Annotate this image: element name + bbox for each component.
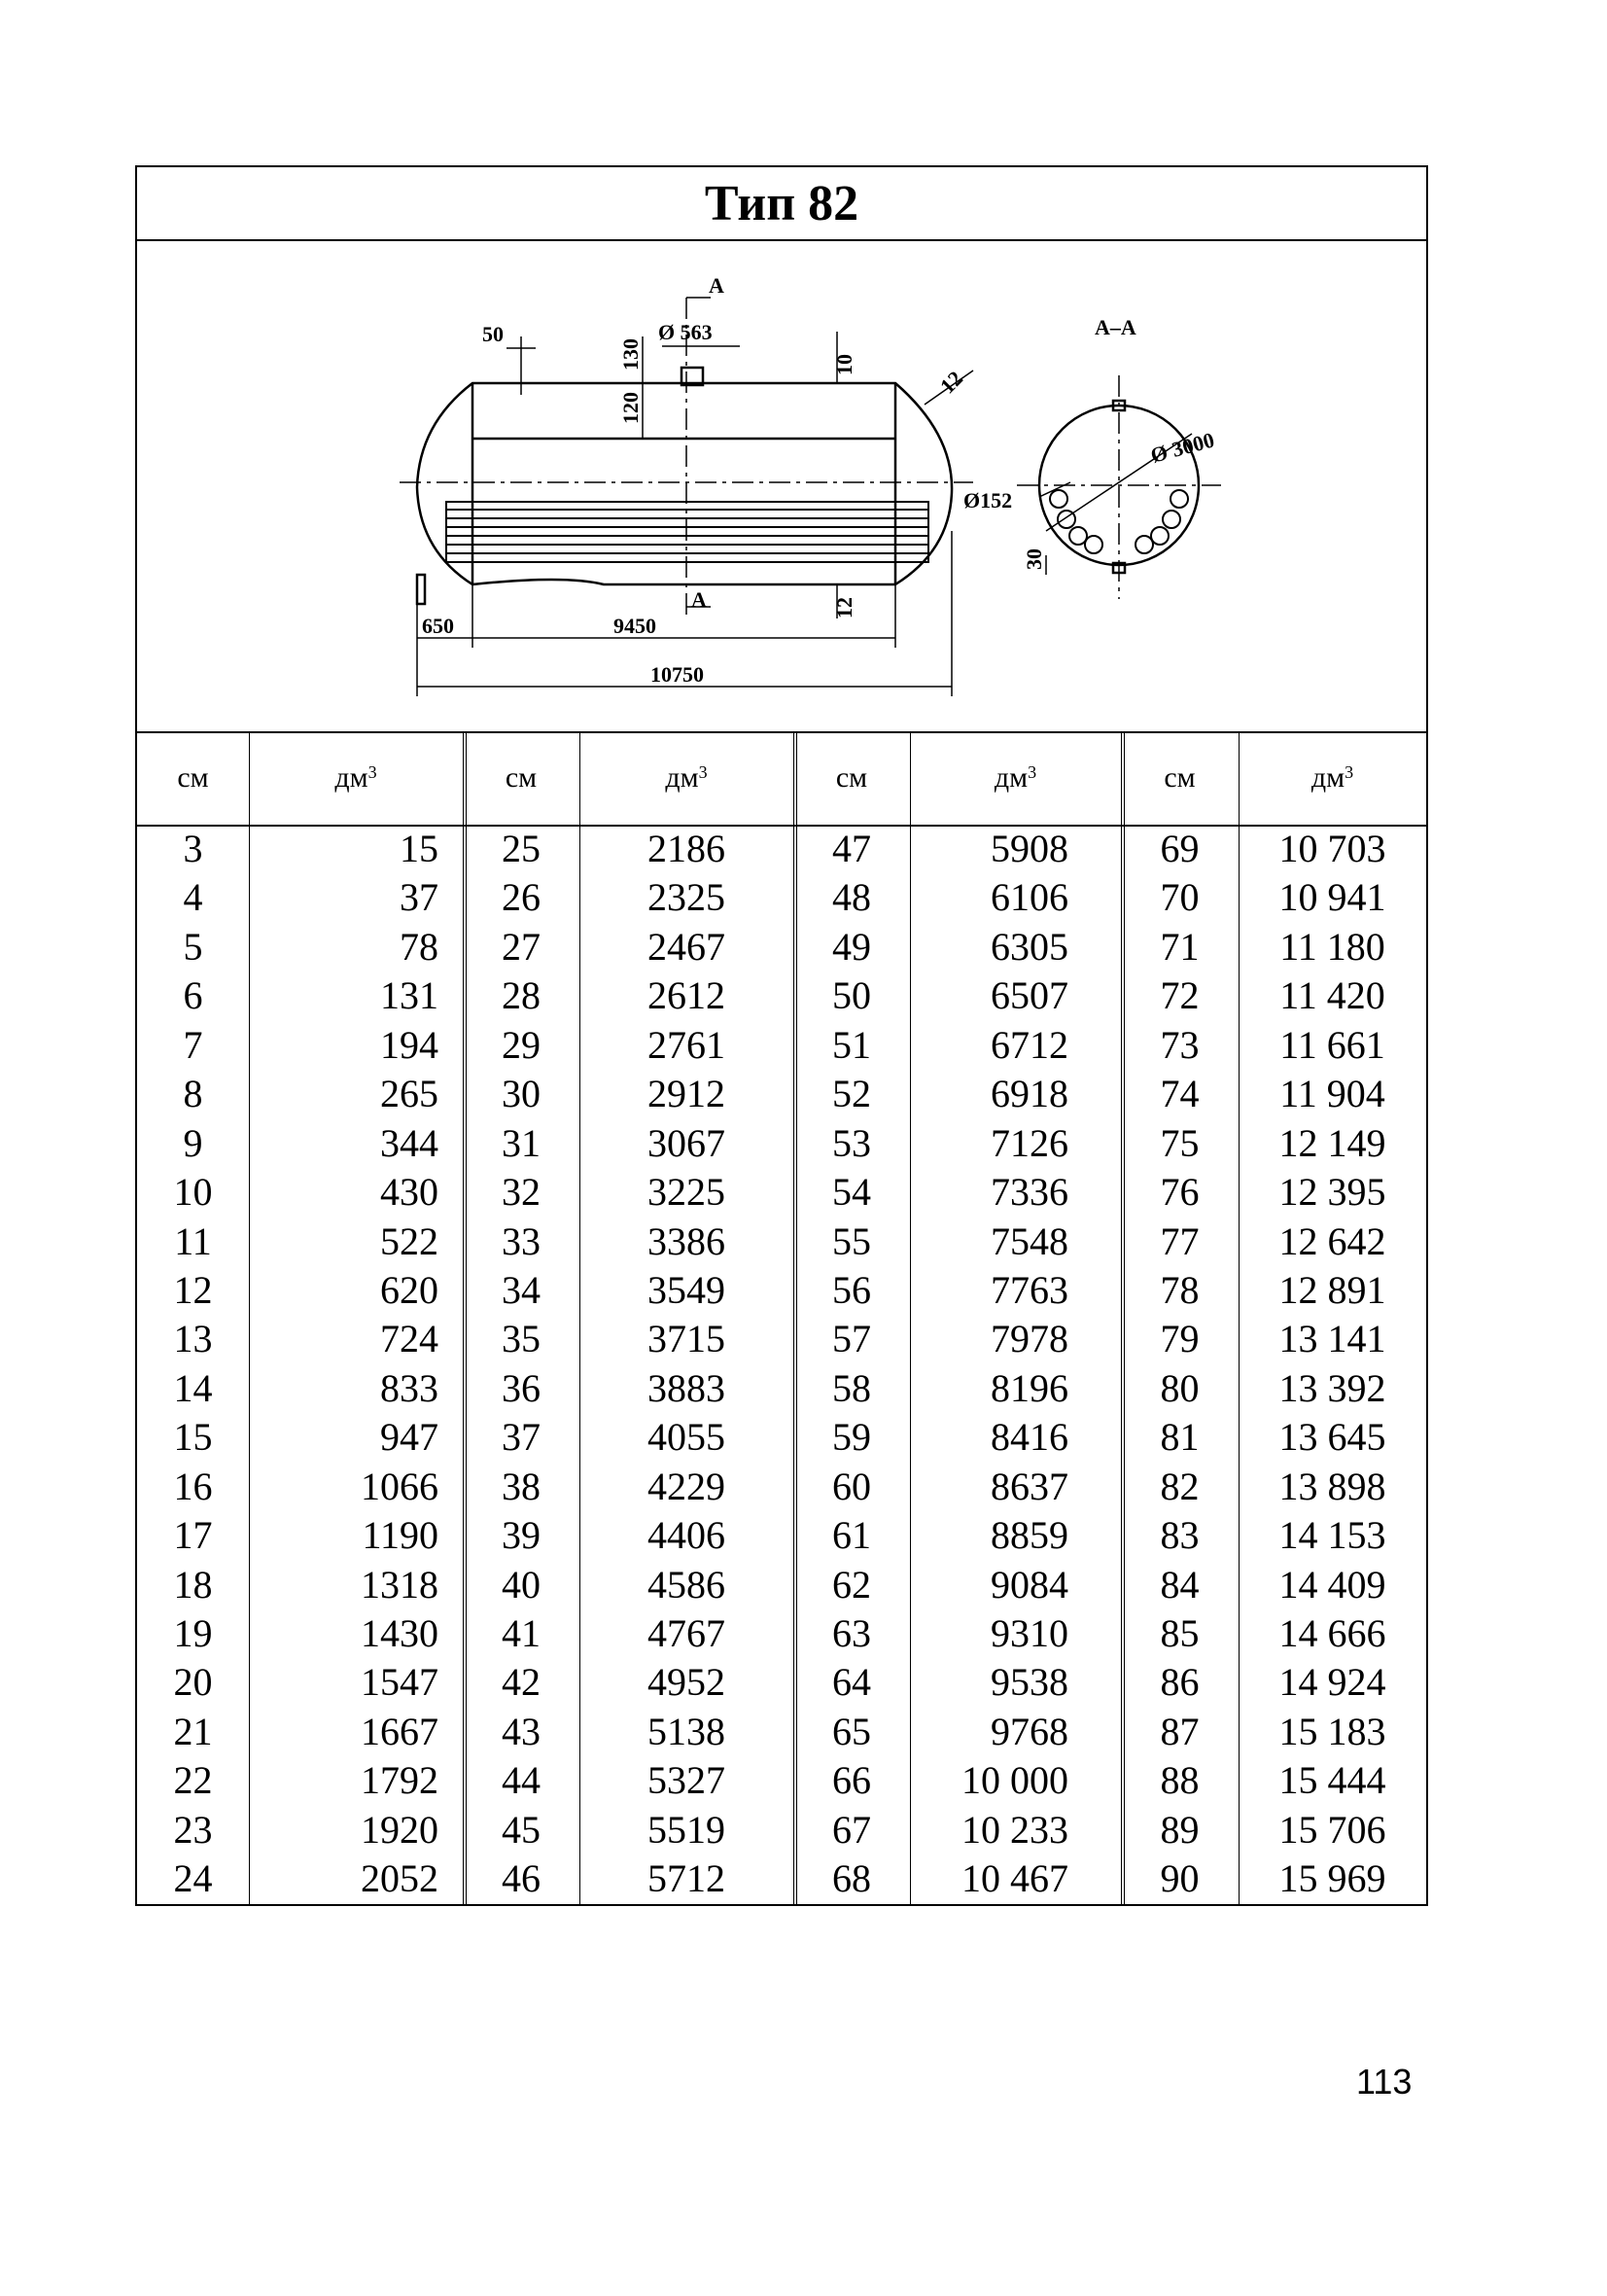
table-cell: 2325 [647, 875, 725, 920]
table-cell: 1792 [361, 1758, 438, 1803]
table-cell: 12 [173, 1267, 213, 1312]
table-cell: 38 [502, 1464, 541, 1508]
table-cell: 13 392 [1278, 1365, 1386, 1410]
table-cell: 29 [502, 1022, 541, 1067]
table-cell: 7978 [991, 1317, 1068, 1361]
table-cell: 5712 [647, 1856, 725, 1901]
table-cell: 33 [502, 1219, 541, 1263]
table-cell: 16 [173, 1464, 213, 1508]
table-cell: 131 [380, 973, 438, 1018]
table-body [137, 825, 1426, 1904]
table-cell: 67 [832, 1807, 871, 1852]
table-cell: 45 [502, 1807, 541, 1852]
table-cell: 5327 [647, 1758, 725, 1803]
table-cell: 7336 [991, 1170, 1068, 1215]
dim-12-bottom: 12 [832, 597, 856, 618]
table-cell: 58 [832, 1365, 871, 1410]
table-cell: 833 [380, 1365, 438, 1410]
table-cell: 1547 [361, 1660, 438, 1705]
table-cell: 1190 [362, 1513, 438, 1558]
table-cell: 26 [502, 875, 541, 920]
table-cell: 46 [502, 1856, 541, 1901]
table-cell: 2186 [647, 827, 725, 870]
table-cell: 194 [380, 1022, 438, 1067]
table-cell: 4767 [647, 1611, 725, 1655]
table-cell: 56 [832, 1267, 871, 1312]
section-a-bottom: A [691, 587, 707, 612]
table-cell: 35 [502, 1317, 541, 1361]
table-cell: 43 [502, 1709, 541, 1753]
table-cell: 61 [832, 1513, 871, 1558]
table-cell: 8859 [991, 1513, 1068, 1558]
table-cell: 57 [832, 1317, 871, 1361]
table-cell: 87 [1160, 1709, 1200, 1753]
table-cell: 8 [183, 1072, 203, 1116]
table-cell: 1066 [361, 1464, 438, 1508]
col-dm [579, 825, 793, 1904]
table-cell: 15 [173, 1415, 213, 1460]
table-cell: 3715 [647, 1317, 725, 1361]
header-dm-1: дм $^3$ [334, 761, 377, 794]
table-cell: 79 [1160, 1317, 1200, 1361]
header-dm-4: дм $^3$ [1310, 761, 1354, 794]
table-cell: 76 [1160, 1170, 1200, 1215]
table-cell: 14 924 [1278, 1660, 1386, 1705]
table-cell: 90 [1160, 1856, 1200, 1901]
table-cell: 3225 [647, 1170, 725, 1215]
table-cell: 75 [1160, 1120, 1200, 1165]
table-cell: 20 [173, 1660, 213, 1705]
table-cell: 49 [832, 924, 871, 969]
table-cell: 13 645 [1278, 1415, 1386, 1460]
table-cell: 11 904 [1279, 1072, 1385, 1116]
table-cell: 9084 [991, 1562, 1068, 1607]
table-cell: 83 [1160, 1513, 1200, 1558]
table-cell: 24 [173, 1856, 213, 1901]
table-cell: 55 [832, 1219, 871, 1263]
col-cm [463, 825, 579, 1904]
tube-bundle [446, 502, 928, 562]
dim-130: 130 [618, 338, 643, 371]
table-cell: 81 [1160, 1415, 1200, 1460]
table-cell: 2612 [647, 973, 725, 1018]
table-cell: 85 [1160, 1611, 1200, 1655]
table-cell: 64 [832, 1660, 871, 1705]
tank-table-sheet [135, 165, 1428, 1906]
header-cm-4: см [1164, 761, 1196, 794]
table-cell: 14 666 [1278, 1611, 1386, 1655]
table-cell: 37 [400, 875, 438, 920]
table-cell: 344 [380, 1120, 438, 1165]
table-cell: 51 [832, 1022, 871, 1067]
table-cell: 724 [380, 1317, 438, 1361]
table-cell: 11 180 [1279, 924, 1385, 969]
dim-10: 10 [832, 354, 856, 375]
page-number: 113 [1356, 2062, 1413, 2102]
dim-30: 30 [1022, 548, 1046, 570]
dim-10750: 10750 [650, 662, 704, 687]
table-cell: 69 [1160, 827, 1200, 870]
table-cell: 15 969 [1278, 1856, 1386, 1901]
table-cell: 19 [173, 1611, 213, 1655]
table-cell: 70 [1160, 875, 1200, 920]
table-cell: 21 [173, 1709, 213, 1753]
table-cell: 6305 [991, 924, 1068, 969]
table-cell: 34 [502, 1267, 541, 1312]
tank-drawing [137, 239, 1426, 733]
table-cell: 41 [502, 1611, 541, 1655]
table-cell: 10 703 [1278, 827, 1386, 870]
table-cell: 1318 [361, 1562, 438, 1607]
table-cell: 3067 [647, 1120, 725, 1165]
table-cell: 28 [502, 973, 541, 1018]
table-cell: 6918 [991, 1072, 1068, 1116]
table-cell: 63 [832, 1611, 871, 1655]
table-cell: 6712 [991, 1022, 1068, 1067]
table-cell: 60 [832, 1464, 871, 1508]
table-cell: 10 941 [1278, 875, 1386, 920]
col-dm [249, 825, 438, 1904]
section-a-top: A [709, 273, 724, 298]
header-cm-2: см [505, 761, 538, 794]
table-cell: 7763 [991, 1267, 1068, 1312]
table-cell: 8637 [991, 1464, 1068, 1508]
table-cell: 11 420 [1279, 973, 1385, 1018]
table-cell: 6 [183, 973, 203, 1018]
table-cell: 11 661 [1279, 1022, 1385, 1067]
table-cell: 2052 [361, 1856, 438, 1901]
table-cell: 9 [183, 1120, 203, 1165]
table-cell: 6507 [991, 973, 1068, 1018]
table-cell: 72 [1160, 973, 1200, 1018]
table-cell: 2467 [647, 924, 725, 969]
header-cm-1: см [177, 761, 209, 794]
col-cm [1121, 825, 1239, 1904]
table-cell: 13 898 [1278, 1464, 1386, 1508]
table-cell: 5 [183, 924, 203, 969]
table-cell: 947 [380, 1415, 438, 1460]
header-cm-3: см [835, 761, 868, 794]
table-cell: 7126 [991, 1120, 1068, 1165]
table-cell: 4 [183, 875, 203, 920]
table-cell: 77 [1160, 1219, 1200, 1263]
tank-drawing-svg [137, 239, 1426, 731]
table-cell: 4055 [647, 1415, 725, 1460]
table-cell: 62 [832, 1562, 871, 1607]
table-cell: 52 [832, 1072, 871, 1116]
table-cell: 31 [502, 1120, 541, 1165]
table-cell: 78 [400, 924, 438, 969]
table-cell: 9538 [991, 1660, 1068, 1705]
dim-120: 120 [618, 392, 643, 424]
header-dm-2: дм $^3$ [665, 761, 708, 794]
table-cell: 30 [502, 1072, 541, 1116]
col-dm [910, 825, 1068, 1904]
table-header [137, 731, 1426, 827]
table-cell: 27 [502, 924, 541, 969]
table-cell: 7548 [991, 1219, 1068, 1263]
col-cm [137, 825, 249, 1904]
section-title: А–А [1095, 315, 1136, 339]
table-cell: 7 [183, 1022, 203, 1067]
col-dm [1239, 825, 1426, 1904]
page-title: Тип 82 [137, 167, 1426, 241]
header-dm-3: дм $^3$ [994, 761, 1037, 794]
table-cell: 10 233 [961, 1807, 1068, 1852]
table-cell: 39 [502, 1513, 541, 1558]
table-cell: 1667 [361, 1709, 438, 1753]
table-cell: 80 [1160, 1365, 1200, 1410]
table-cell: 1920 [361, 1807, 438, 1852]
table-cell: 3 [183, 827, 203, 870]
table-cell: 47 [832, 827, 871, 870]
table-cell: 5908 [991, 827, 1068, 870]
table-cell: 3386 [647, 1219, 725, 1263]
table-cell: 2912 [647, 1072, 725, 1116]
table-cell: 68 [832, 1856, 871, 1901]
table-cell: 12 642 [1278, 1219, 1386, 1263]
table-cell: 44 [502, 1758, 541, 1803]
table-cell: 37 [502, 1415, 541, 1460]
table-cell: 5519 [647, 1807, 725, 1852]
table-cell: 10 000 [961, 1758, 1068, 1803]
col-cm [793, 825, 910, 1904]
dim-12-shell: 12 [934, 366, 968, 399]
dim-50: 50 [482, 322, 504, 346]
table-cell: 14 [173, 1365, 213, 1410]
table-cell: 17 [173, 1513, 213, 1558]
table-cell: 78 [1160, 1267, 1200, 1312]
table-cell: 22 [173, 1758, 213, 1803]
table-cell: 3883 [647, 1365, 725, 1410]
table-cell: 8416 [991, 1415, 1068, 1460]
table-cell: 12 891 [1278, 1267, 1386, 1312]
table-cell: 9768 [991, 1709, 1068, 1753]
table-cell: 23 [173, 1807, 213, 1852]
table-cell: 82 [1160, 1464, 1200, 1508]
table-cell: 74 [1160, 1072, 1200, 1116]
table-cell: 11 [174, 1219, 212, 1263]
dim-563: Ø 563 [658, 320, 713, 344]
table-cell: 50 [832, 973, 871, 1018]
table-cell: 12 395 [1278, 1170, 1386, 1215]
table-cell: 14 153 [1278, 1513, 1386, 1558]
table-cell: 15 [400, 827, 438, 870]
table-cell: 10 [173, 1170, 213, 1215]
table-cell: 15 706 [1278, 1807, 1386, 1852]
table-cell: 73 [1160, 1022, 1200, 1067]
dim-9450: 9450 [613, 614, 656, 638]
table-cell: 32 [502, 1170, 541, 1215]
table-cell: 89 [1160, 1807, 1200, 1852]
table-cell: 3549 [647, 1267, 725, 1312]
table-cell: 12 149 [1278, 1120, 1386, 1165]
table-cell: 13 141 [1278, 1317, 1386, 1361]
table-cell: 265 [380, 1072, 438, 1116]
table-cell: 8196 [991, 1365, 1068, 1410]
table-cell: 15 444 [1278, 1758, 1386, 1803]
table-cell: 18 [173, 1562, 213, 1607]
table-cell: 25 [502, 827, 541, 870]
dim-3000: Ø 3000 [1147, 427, 1217, 468]
table-cell: 620 [380, 1267, 438, 1312]
table-cell: 430 [380, 1170, 438, 1215]
table-cell: 53 [832, 1120, 871, 1165]
table-cell: 4586 [647, 1562, 725, 1607]
table-cell: 42 [502, 1660, 541, 1705]
table-cell: 65 [832, 1709, 871, 1753]
table-cell: 9310 [991, 1611, 1068, 1655]
table-cell: 84 [1160, 1562, 1200, 1607]
table-cell: 4952 [647, 1660, 725, 1705]
table-cell: 4229 [647, 1464, 725, 1508]
table-cell: 13 [173, 1317, 213, 1361]
table-cell: 54 [832, 1170, 871, 1215]
table-cell: 86 [1160, 1660, 1200, 1705]
table-cell: 15 183 [1278, 1709, 1386, 1753]
table-cell: 10 467 [961, 1856, 1068, 1901]
table-cell: 59 [832, 1415, 871, 1460]
table-cell: 48 [832, 875, 871, 920]
table-cell: 6106 [991, 875, 1068, 920]
table-cell: 1430 [361, 1611, 438, 1655]
table-cell: 40 [502, 1562, 541, 1607]
table-cell: 36 [502, 1365, 541, 1410]
table-cell: 14 409 [1278, 1562, 1386, 1607]
table-cell: 522 [380, 1219, 438, 1263]
table-cell: 88 [1160, 1758, 1200, 1803]
dim-650: 650 [422, 614, 454, 638]
table-cell: 2761 [647, 1022, 725, 1067]
table-cell: 71 [1160, 924, 1200, 969]
table-cell: 5138 [647, 1709, 725, 1753]
table-cell: 66 [832, 1758, 871, 1803]
dim-152: Ø152 [963, 488, 1013, 512]
left-support [417, 575, 425, 604]
table-cell: 4406 [647, 1513, 725, 1558]
